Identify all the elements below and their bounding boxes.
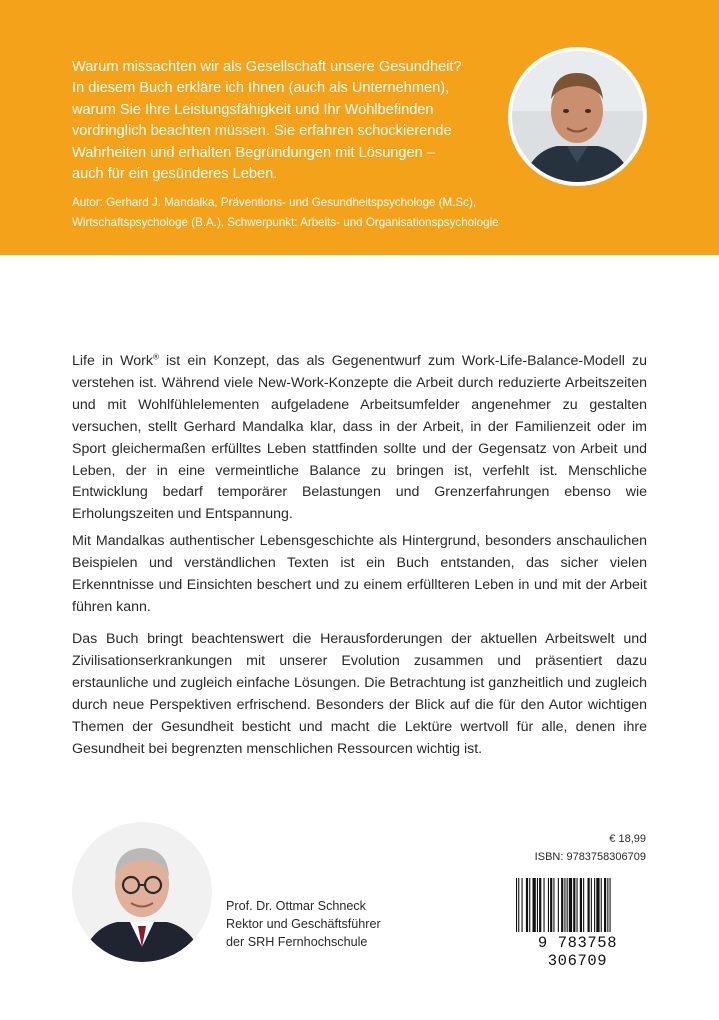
author-credentials (72, 193, 672, 232)
barcode-digits: 9 783758 306709 (537, 934, 618, 970)
description-paragraph-1 (72, 351, 647, 526)
intro-line: auch für ein gesünderes Leben. (72, 166, 278, 183)
endorser-name: Prof. Dr. Ottmar Schneck (226, 899, 366, 913)
paragraph-text: ist ein Konzept, das als Gegenentwurf zum Work-Life-Balance-Modell zu verstehen ist. Während viele New-Work-Konzepte die Arbeit durch reduzierte Arbeitszeiten und mit Wohlfühlelementen aufgeladene Arbeitsumfelder angenehmer zu gestalten versuchen, stellt Gerhard Mandalka klar, dass in der Arbeit, in der Familienzeit oder im Sport gleichermaßen erfülltes Leben stattfinden sollte und der Gegensatz von Arbeit und Leben, der in eine vermeintliche Balance zu bringen ist, verfehlt ist. Menschliche Entwicklung bedarf temporärer Belastungen und Grenzerfahrungen ebenso wie Erholungszeiten und Entspannung. (72, 353, 647, 523)
price-label: € 18,99 (609, 833, 646, 845)
intro-line: Wahrheiten und erhalten Begründungen mit Lösungen – (72, 144, 435, 161)
endorser-credit (226, 897, 446, 952)
author-portrait (508, 47, 647, 186)
endorser-portrait (72, 822, 212, 962)
author-line: Autor: Gerhard J. Mandalka, Präventions- und Gesundheitspsychologe (M.Sc), (72, 196, 477, 209)
intro-text (72, 57, 502, 185)
intro-line: vordringlich beachten müssen. Sie erfahren schockierende (72, 123, 452, 140)
author-line: Wirtschaftspsychologe (B.A.), Schwerpunkt: Arbeits- und Organisationspsychologie (72, 215, 499, 229)
description-paragraph-2: Mit Mandalkas authentischer Lebensgeschichte als Hintergrund, besonders anschaulichen Beispielen und verständlichen Texten ist ein Buch entstanden, das sicher vielen Erkenntnisse und Einsichten beschert und zu einem erfüllteren Leben in und mit der Arbeit führen kann. (72, 533, 647, 615)
registered-mark: ® (153, 352, 159, 362)
endorser-title: Rektor und Geschäftsführer (226, 917, 381, 932)
endorser-institution: der SRH Fernhochschule (226, 935, 368, 950)
barcode-bars (508, 876, 647, 934)
intro-line: warum Sie Ihre Leistungsfähigkeit und Ihr Wohlbefinden (72, 101, 434, 118)
isbn-label: ISBN: 9783758306709 (534, 851, 646, 863)
intro-line: Warum missachten wir als Gesellschaft unsere Gesundheit? (72, 59, 462, 75)
intro-line: In diesem Buch erkläre ich Ihnen (auch als Unternehmen), (72, 80, 450, 97)
barcode (508, 876, 647, 970)
brand-name: Life in Work (72, 353, 153, 369)
description-paragraph-3: Das Buch bringt beachtenswert die Herausforderungen der aktuellen Arbeitswelt und Zivilisationserkrankungen mit unserer Evolution zusammen und präsentiert dazu erstaunliche und zugleich einfache Lösungen. Die Betrachtung ist ganzheitlich und zugleich durch neue Perspektiven erfrischend. Besonders der Blick auf die für den Autor wichtigen Themen der Gesundheit besticht und macht die Lektüre wertvoll für alle, denen ihre Gesundheit bei begrenzten menschlichen Ressourcen wichtig ist. (72, 631, 647, 757)
